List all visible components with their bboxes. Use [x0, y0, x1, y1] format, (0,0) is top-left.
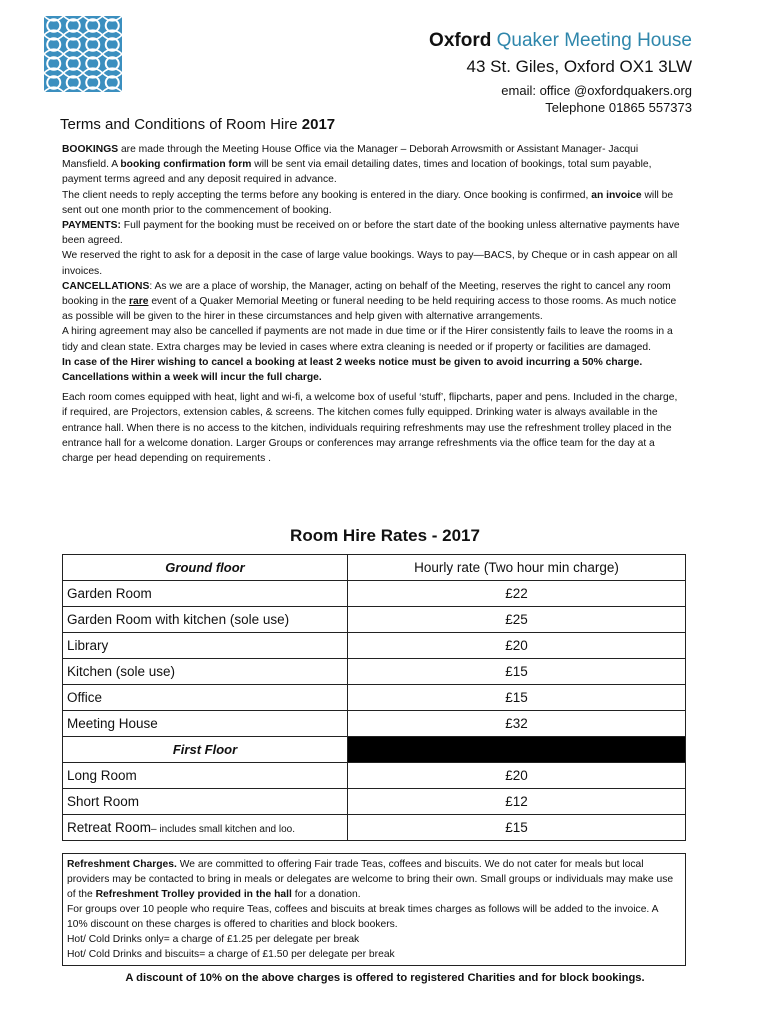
drinks-biscuits-charge: Hot/ Cold Drinks and biscuits= a charge of £1.50 per delegate per break	[67, 949, 395, 960]
rate-header: Hourly rate (Two hour min charge)	[348, 555, 686, 581]
org-name: Oxford Quaker Meeting House	[429, 30, 692, 51]
room-name: Library	[63, 633, 348, 659]
room-rate: £15	[348, 815, 686, 841]
room-name: Long Room	[63, 763, 348, 789]
email: email: office @oxfordquakers.org	[501, 83, 692, 98]
table-row	[63, 659, 686, 685]
room-rate: £20	[348, 633, 686, 659]
room-name: Garden Room with kitchen (sole use)	[63, 607, 348, 633]
letterhead	[429, 30, 692, 116]
notice-paragraph: In case of the Hirer wishing to cancel a booking at least 2 weeks notice must be given to avoid incurring a 50% charge. Cancellations within a week will incur the full charge.	[62, 356, 643, 384]
room-rate: £15	[348, 659, 686, 685]
hiring-paragraph: A hiring agreement may also be cancelled if payments are not made in due time or if the Hirer consistently fails to leave the rooms in a tidy and clean state. Extra charges may be levied in cases where extra cleaning is needed or if property or facilities are damaged.	[62, 326, 673, 353]
room-name: Kitchen (sole use)	[63, 659, 348, 685]
drinks-charge: Hot/ Cold Drinks only= a charge of £1.25 per delegate per break	[67, 934, 360, 945]
refreshment-paragraph: Refreshment Charges. We are committed to offering Fair trade Teas, coffees and biscuits. We do not cater for meals but local providers may be contacted to bring in meals or delegates are welcome to bring their own. Small groups or individuals may make use of the Refreshment Trolley provided in the hall for a donation.	[67, 859, 674, 900]
room-rate: £22	[348, 581, 686, 607]
terms-title: Terms and Conditions of Room Hire 2017	[60, 116, 336, 133]
first-floor-header: First Floor	[63, 737, 348, 763]
room-name: Retreat Room– includes small kitchen and loo.	[63, 815, 348, 841]
table-header-row	[63, 555, 686, 581]
table-row	[63, 633, 686, 659]
payments-paragraph: PAYMENTS: Full payment for the booking must be received on or before the start date of the booking unless alternative payments have been agreed.	[62, 220, 680, 247]
discount-note: A discount of 10% on the above charges is offered to registered Charities and for block bookings.	[125, 972, 645, 984]
room-name: Garden Room	[63, 581, 348, 607]
blank-cell	[348, 737, 686, 763]
deposit-paragraph: We reserved the right to ask for a deposit in the case of large value bookings. Ways to pay—BACS, by Cheque or in cash appear on all invoices.	[62, 250, 678, 277]
room-rate: £20	[348, 763, 686, 789]
room-rate: £25	[348, 607, 686, 633]
room-rate: £32	[348, 711, 686, 737]
table-row	[63, 789, 686, 815]
terms-body	[62, 142, 682, 466]
retreat-note: – includes small kitchen and loo.	[151, 824, 296, 835]
rates-title: Room Hire Rates - 2017	[290, 526, 480, 545]
room-name: Office	[63, 685, 348, 711]
rates-table	[62, 554, 686, 841]
room-name: Meeting House	[63, 711, 348, 737]
refreshment-charges-box	[62, 853, 686, 966]
bookings-paragraph: BOOKINGS are made through the Meeting House Office via the Manager – Deborah Arrowsmith or Assistant Manager- Jacqui Mansfield. A booking confirmation form will be sent via email detailing dates, times and location of bookings, total sum payable, payment terms agreed and any deposit required in advance.	[62, 144, 652, 186]
table-row	[63, 815, 686, 841]
room-rate: £12	[348, 789, 686, 815]
ground-floor-header: Ground floor	[63, 555, 348, 581]
first-floor-header-row	[63, 737, 686, 763]
table-row	[63, 711, 686, 737]
table-row	[63, 607, 686, 633]
telephone: Telephone 01865 557373	[545, 100, 692, 115]
quaker-logo-icon	[44, 16, 122, 92]
address: 43 St. Giles, Oxford OX1 3LW	[466, 57, 692, 76]
cancellations-paragraph: CANCELLATIONS: As we are a place of worship, the Manager, acting on behalf of the Meeting, reserves the right to cancel any room booking in the rare event of a Quaker Memorial Meeting or funeral needing to be held requiring access to those rooms. As much notice as possible will be given to the hirer in these circumstances and help given with alternative arrangements.	[62, 280, 677, 323]
table-row	[63, 685, 686, 711]
table-row	[63, 581, 686, 607]
room-rate: £15	[348, 685, 686, 711]
equipment-paragraph: Each room comes equipped with heat, light and wi-fi, a welcome box of useful ‘stuff’, flipcharts, paper and pens. Included in the charge, if required, are Projectors, extension cables, & screens. The kitchen comes fully equipped. Drinking water is always available in the entrance hall. When there is no access to the kitchen, individuals requiring refreshments may use the refreshment trolley placed in the entrance hall for a welcome donation. Larger Groups or conferences may arrange refreshments via the office team for the day at a charge per head depending on requirements .	[62, 392, 678, 465]
table-row	[63, 763, 686, 789]
groups-paragraph: For groups over 10 people who require Teas, coffees and biscuits at break times charges as follows will be added to the invoice. A 10% discount on these charges is offered to charities and block bookers.	[67, 904, 658, 930]
reply-paragraph: The client needs to reply accepting the terms before any booking is entered in the diary. Once booking is confirmed, an invoice will be sent out one month prior to the commencement of booking.	[62, 189, 674, 216]
room-name: Short Room	[63, 789, 348, 815]
